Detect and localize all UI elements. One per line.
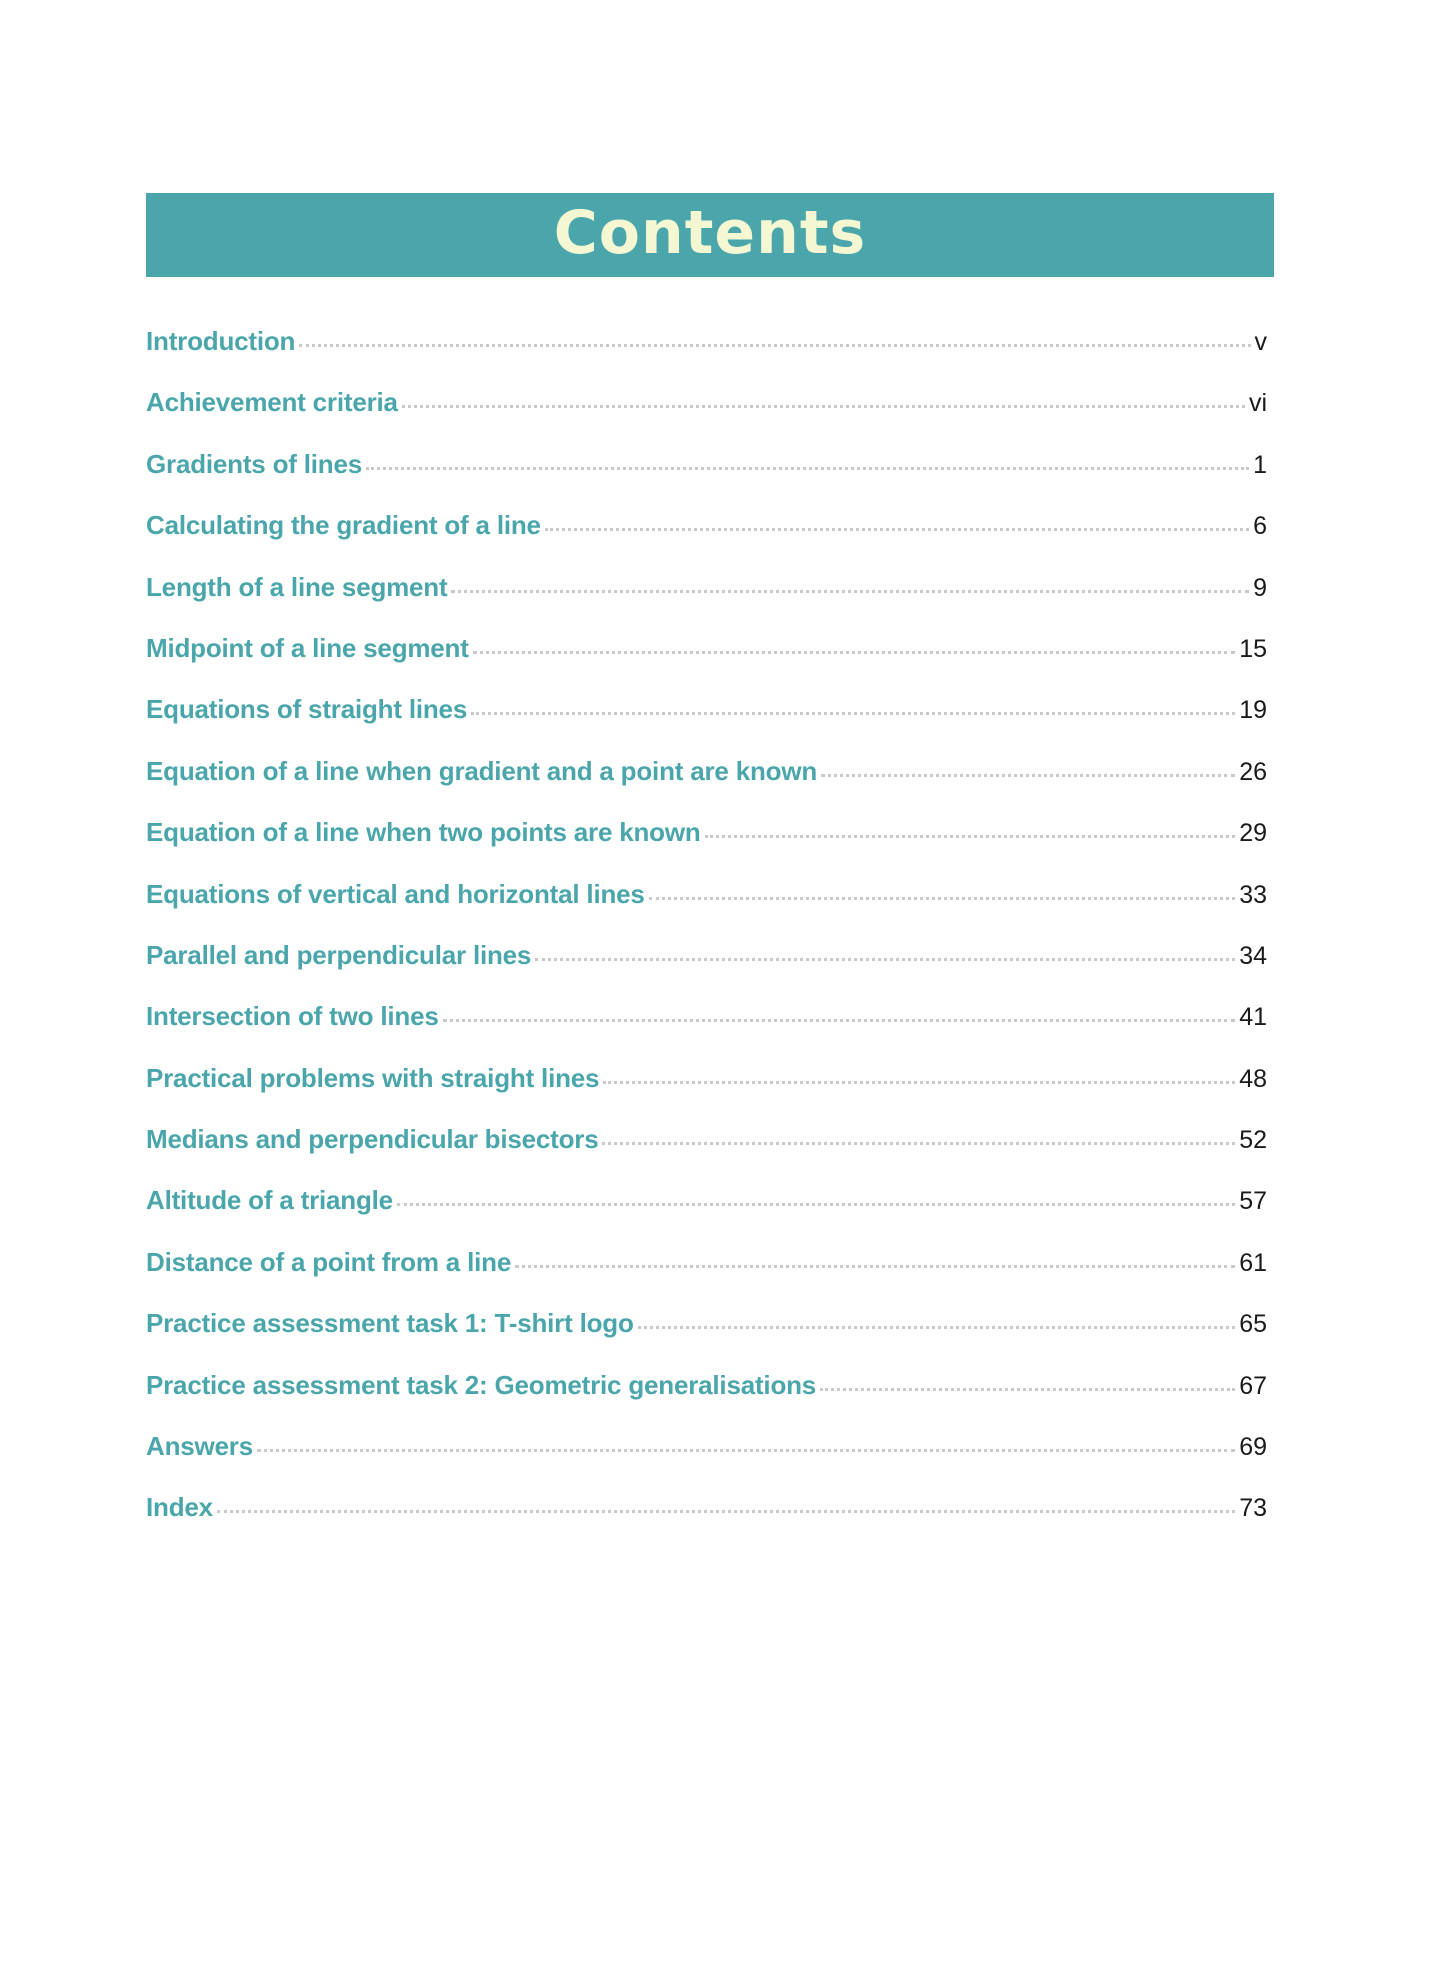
toc-entry-title[interactable]: Equations of vertical and horizontal lines	[146, 878, 645, 909]
toc-entry-title[interactable]: Answers	[146, 1431, 253, 1462]
toc-entry-page-number: v	[1254, 328, 1267, 356]
toc-entry-page-number: 19	[1239, 696, 1267, 725]
toc-entry-page-number: 1	[1253, 450, 1267, 479]
toc-entry[interactable]	[146, 1063, 1267, 1124]
toc-entry-title[interactable]: Introduction	[146, 326, 296, 356]
toc-entry[interactable]	[146, 879, 1267, 940]
toc-entry[interactable]	[146, 1308, 1267, 1369]
toc-entry[interactable]	[146, 1001, 1267, 1062]
toc-entry-title[interactable]: Gradients of lines	[146, 448, 363, 479]
dot-leader	[217, 1510, 1235, 1513]
dot-leader	[705, 835, 1236, 838]
toc-entry-page-number: 73	[1239, 1494, 1267, 1523]
dot-leader	[451, 590, 1249, 593]
toc-entry[interactable]	[146, 633, 1267, 694]
dot-leader	[603, 1081, 1235, 1084]
page-title: Contents	[553, 198, 867, 268]
table-of-contents	[146, 326, 1267, 1554]
dot-leader	[820, 1388, 1235, 1391]
dot-leader	[473, 651, 1235, 654]
toc-entry-page-number: vi	[1248, 389, 1267, 418]
toc-entry[interactable]	[146, 1431, 1267, 1492]
toc-entry[interactable]	[146, 326, 1267, 387]
toc-entry[interactable]	[146, 1247, 1267, 1308]
toc-entry[interactable]	[146, 1185, 1267, 1246]
dot-leader	[545, 528, 1249, 531]
toc-entry-title[interactable]: Intersection of two lines	[146, 1001, 439, 1032]
toc-entry-page-number: 29	[1239, 819, 1267, 848]
toc-entry-title[interactable]: Equations of straight lines	[146, 694, 468, 725]
dot-leader	[397, 1203, 1235, 1206]
toc-entry-page-number: 15	[1239, 634, 1267, 663]
dot-leader	[649, 897, 1236, 900]
toc-entry-page-number: 26	[1239, 757, 1267, 786]
toc-entry-title[interactable]: Midpoint of a line segment	[146, 632, 469, 663]
dot-leader	[602, 1142, 1235, 1145]
toc-entry-title[interactable]: Length of a line segment	[146, 571, 448, 602]
toc-entry-page-number: 48	[1239, 1064, 1267, 1093]
toc-entry-title[interactable]: Parallel and perpendicular lines	[146, 939, 532, 970]
dot-leader	[443, 1019, 1236, 1022]
toc-entry-page-number: 9	[1253, 573, 1267, 602]
toc-entry-title[interactable]: Practice assessment task 2: Geometric generalisations	[146, 1369, 817, 1400]
toc-entry-title[interactable]: Achievement criteria	[146, 387, 398, 418]
dot-leader	[535, 958, 1235, 961]
toc-entry[interactable]	[146, 940, 1267, 1001]
dot-leader	[366, 467, 1249, 470]
toc-entry-title[interactable]: Practical problems with straight lines	[146, 1062, 600, 1093]
toc-entry-page-number: 61	[1239, 1248, 1267, 1277]
toc-entry[interactable]	[146, 1370, 1267, 1431]
dot-leader	[402, 405, 1245, 408]
dot-leader	[471, 712, 1235, 715]
toc-entry[interactable]	[146, 510, 1267, 571]
toc-entry-title[interactable]: Medians and perpendicular bisectors	[146, 1124, 599, 1155]
toc-entry[interactable]	[146, 387, 1267, 448]
toc-entry-page-number: 69	[1239, 1433, 1267, 1462]
toc-entry-page-number: 52	[1239, 1126, 1267, 1155]
toc-entry-page-number: 41	[1239, 1003, 1267, 1032]
dot-leader	[638, 1326, 1236, 1329]
toc-entry[interactable]	[146, 817, 1267, 878]
toc-entry-title[interactable]: Index	[146, 1492, 213, 1523]
toc-entry-title[interactable]: Altitude of a triangle	[146, 1185, 393, 1216]
toc-entry-page-number: 65	[1239, 1310, 1267, 1339]
toc-entry[interactable]	[146, 449, 1267, 510]
dot-leader	[515, 1265, 1235, 1268]
toc-entry-page-number: 34	[1239, 941, 1267, 970]
dot-leader	[299, 344, 1250, 347]
contents-banner	[146, 193, 1274, 277]
toc-entry-title[interactable]: Practice assessment task 1: T-shirt logo	[146, 1308, 634, 1339]
toc-entry[interactable]	[146, 1492, 1267, 1553]
toc-entry-page-number: 6	[1253, 512, 1267, 541]
toc-entry[interactable]	[146, 572, 1267, 633]
toc-entry[interactable]	[146, 1124, 1267, 1185]
toc-entry-title[interactable]: Distance of a point from a line	[146, 1246, 512, 1277]
toc-entry[interactable]	[146, 694, 1267, 755]
toc-entry-page-number: 67	[1239, 1371, 1267, 1400]
toc-entry-page-number: 33	[1239, 880, 1267, 909]
dot-leader	[257, 1449, 1235, 1452]
toc-entry-title[interactable]: Calculating the gradient of a line	[146, 510, 541, 541]
toc-entry-title[interactable]: Equation of a line when gradient and a point are known	[146, 755, 818, 786]
toc-entry-page-number: 57	[1239, 1187, 1267, 1216]
toc-entry-title[interactable]: Equation of a line when two points are known	[146, 817, 701, 848]
dot-leader	[821, 774, 1235, 777]
toc-entry[interactable]	[146, 756, 1267, 817]
